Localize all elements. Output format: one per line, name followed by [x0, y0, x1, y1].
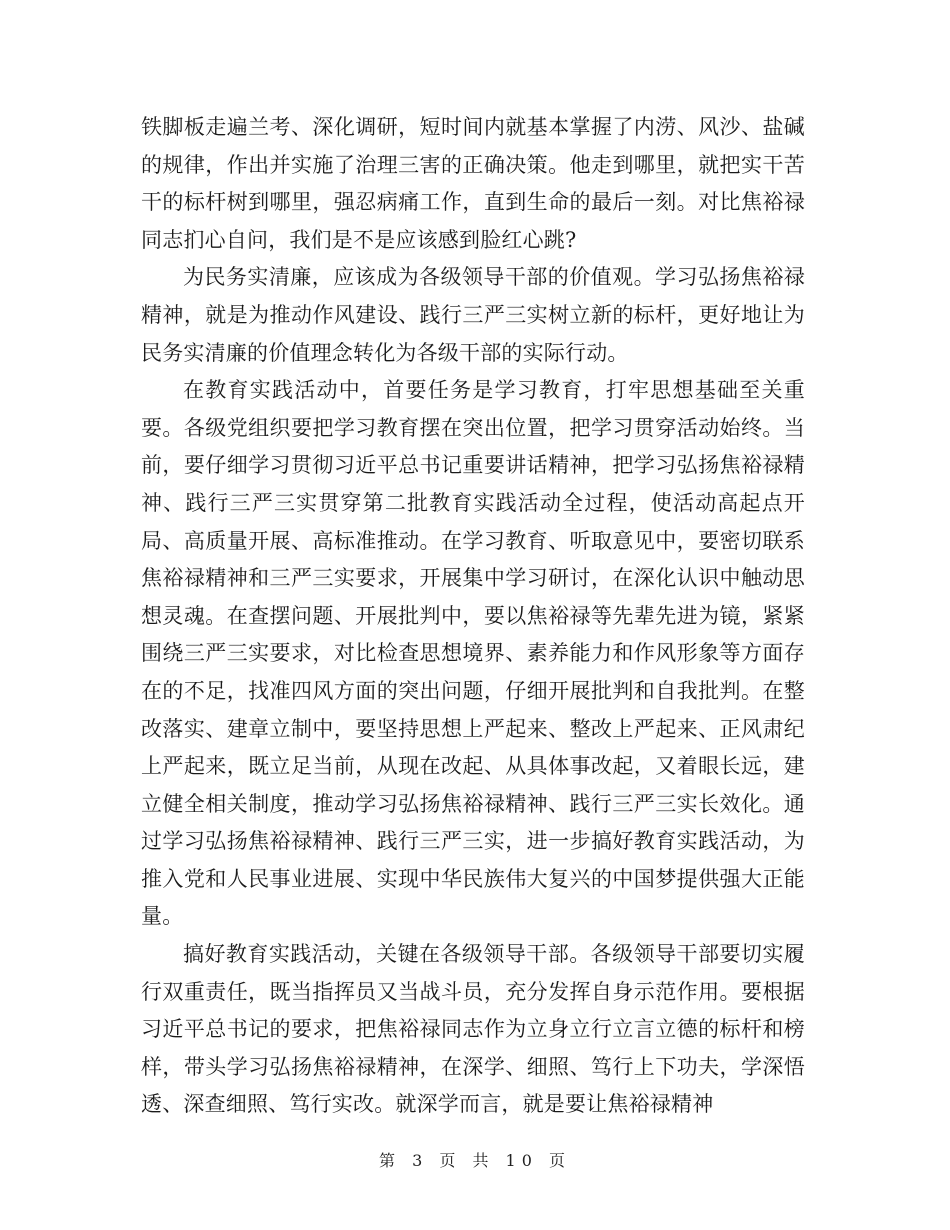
paragraph-1: 铁脚板走遍兰考、深化调研，短时间内就基本掌握了内涝、风沙、盐碱的规律，作出并实施了治理三害的正确决策。他走到哪里，就把实干苦干的标杆树到哪里，强忍病痛工作，直到生命的最后一刻。对比焦裕禄同志扪心自问，我们是不是应该感到脸红心跳? — [141, 115, 805, 252]
paragraph-3: 在教育实践活动中，首要任务是学习教育，打牢思想基础至关重要。各级党组织要把学习教育摆在突出位置，把学习贯穿活动始终。当前，要仔细学习贯彻习近平总书记重要讲话精神，把学习弘扬焦裕禄精神、践行三严三实贯穿第二批教育实践活动全过程，使活动高起点开局、高质量开展、高标准推动。在学习教育、听取意见中，要密切联系焦裕禄精神和三严三实要求，开展集中学习研讨，在深化认识中触动思想灵魂。在查摆问题、开展批判中，要以焦裕禄等先辈先进为镜，紧紧围绕三严三实要求，对比检查思想境界、素养能力和作风形象等方面存在的不足，找准四风方面的突出问题，仔细开展批判和自我批判。在整改落实、建章立制中，要坚持思想上严起来、整改上严起来、正风肃纪上严起来，既立足当前，从现在改起、从具体事改起，又着眼长远，建立健全相关制度，推动学习弘扬焦裕禄精神、践行三严三实长效化。通过学习弘扬焦裕禄精神、践行三严三实，进一步搞好教育实践活动，为推入党和人民事业进展、实现中华民族伟大复兴的中国梦提供强大正能量。 — [141, 378, 805, 929]
page-number-footer: 第 3 页 共 10 页 — [379, 1151, 571, 1170]
document-body — [141, 109, 805, 1124]
paragraph-2: 为民务实清廉，应该成为各级领导干部的价值观。学习弘扬焦裕禄精神，就是为推动作风建设、践行三严三实树立新的标杆，更好地让为民务实清廉的价值理念转化为各级干部的实际行动。 — [141, 265, 805, 365]
paragraph-4: 搞好教育实践活动，关键在各级领导干部。各级领导干部要切实履行双重责任，既当指挥员又当战斗员，充分发挥自身示范作用。要根据习近平总书记的要求，把焦裕禄同志作为立身立行立言立德的标杆和榜样，带头学习弘扬焦裕禄精神，在深学、细照、笃行上下功夫，学深悟透、深查细照、笃行实改。就深学而言，就是要让焦裕禄精神 — [141, 942, 805, 1117]
